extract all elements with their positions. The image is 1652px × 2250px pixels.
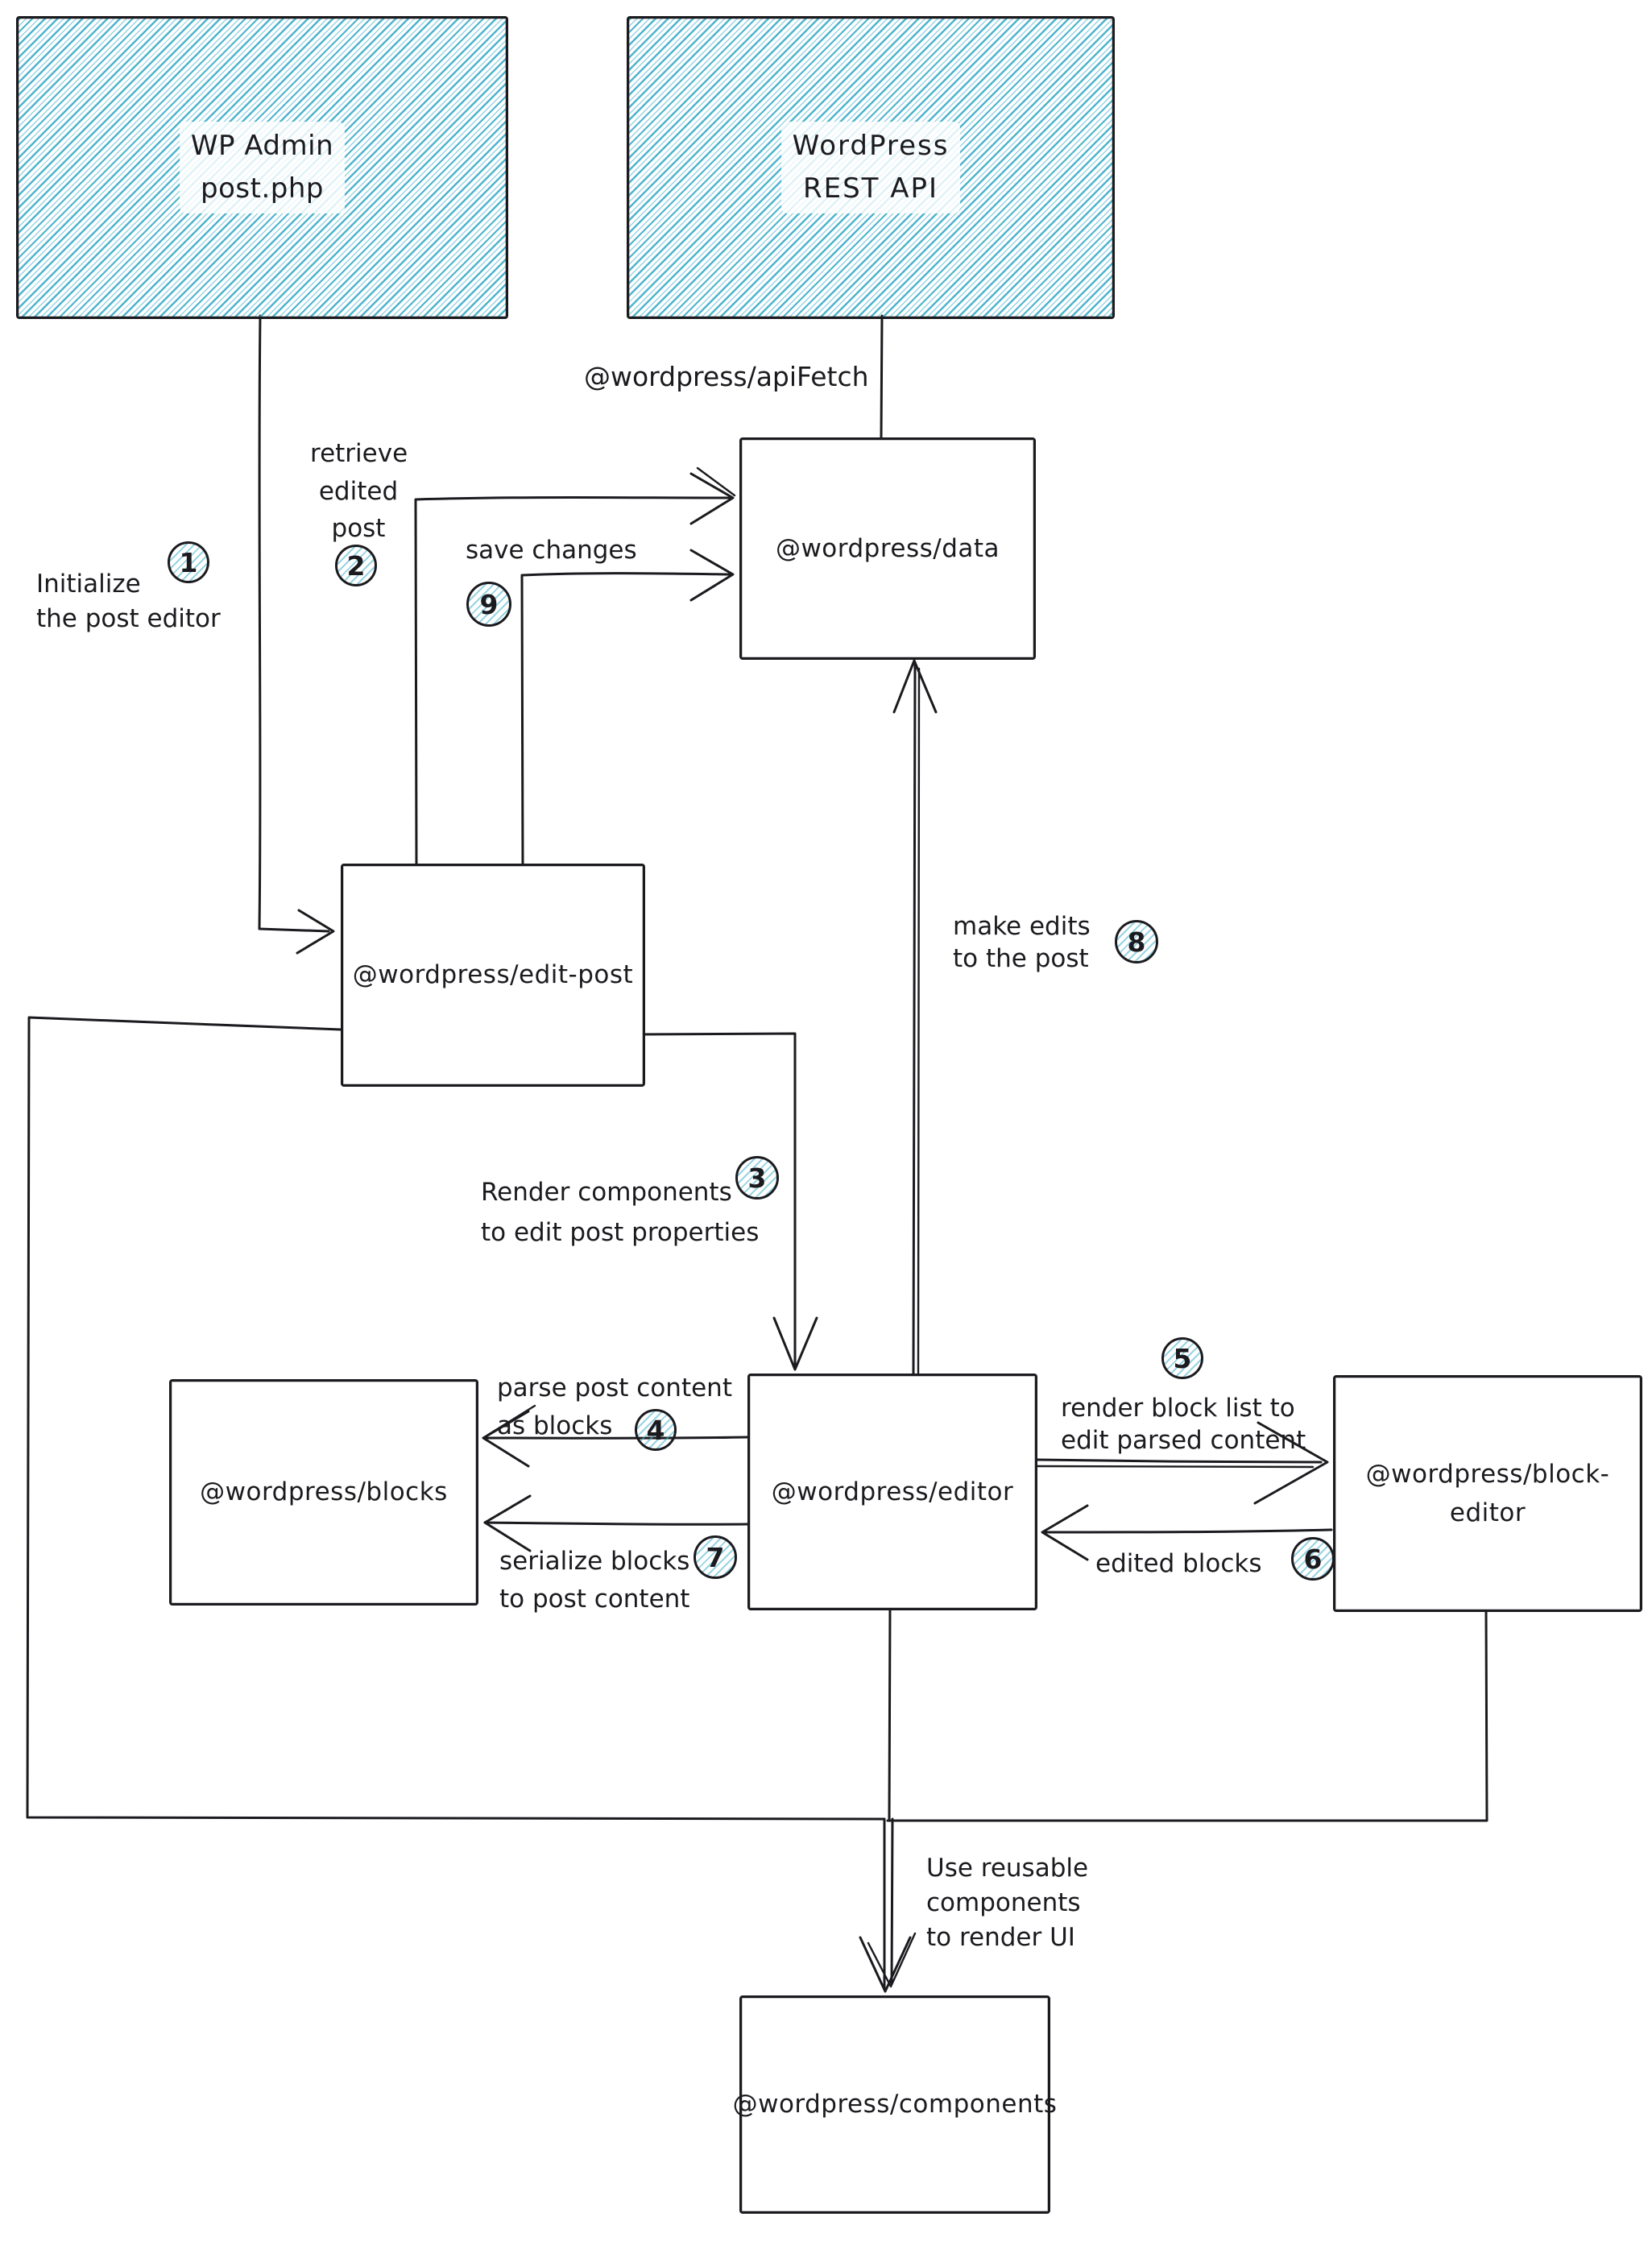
arrow-initialize-head xyxy=(297,910,333,953)
node-edit-post xyxy=(341,864,645,1087)
label-edited-blocks: edited blocks xyxy=(1095,1549,1262,1578)
line-blockeditor-components xyxy=(888,1607,1487,1821)
arrow-edited-blocks-head xyxy=(1042,1506,1087,1560)
badge-step-1: 1 xyxy=(168,541,209,583)
arrow-edited-blocks-flow xyxy=(1044,1530,1331,1532)
line-apifetch xyxy=(881,316,882,437)
node-rest-api-label: WordPress REST API xyxy=(781,122,961,213)
node-components xyxy=(732,1995,1058,2214)
badge-step-3: 3 xyxy=(735,1156,779,1200)
badge-step-8: 8 xyxy=(1115,920,1158,963)
node-block-editor xyxy=(1333,1375,1642,1612)
arrow-make-edits-flow xyxy=(913,662,915,1374)
arrow-make-edits-head xyxy=(894,661,936,712)
node-rest-api xyxy=(627,16,1115,319)
arrow-retrieve-head2 xyxy=(698,468,735,495)
label-use-reusable: Use reusable components to render UI xyxy=(926,1854,1089,1952)
node-block-editor-label: @wordpress/block-editor xyxy=(1365,1459,1610,1527)
node-wpadmin xyxy=(16,16,508,319)
badge-step-9: 9 xyxy=(466,582,511,627)
node-components-label: @wordpress/components xyxy=(732,2090,1058,2119)
label-apifetch: @wordpress/apiFetch xyxy=(584,361,869,392)
label-initialize: Initialize the post editor xyxy=(36,570,221,633)
arrow-save-head xyxy=(691,550,733,600)
arrow-initialize-flow xyxy=(259,316,329,931)
arrow-render-block-list-flow2 xyxy=(1037,1466,1313,1467)
badge-step-2: 2 xyxy=(335,545,377,586)
arrow-save-flow xyxy=(522,574,730,864)
arrow-serialize-flow xyxy=(485,1523,747,1524)
label-render-block-list: render block list to edit parsed content xyxy=(1061,1394,1306,1456)
badge-step-5: 5 xyxy=(1161,1337,1203,1379)
label-serialize: serialize blocks to post content xyxy=(499,1547,690,1614)
node-data-label: @wordpress/data xyxy=(775,533,1000,563)
arrow-render-components-head xyxy=(774,1318,817,1369)
badge-step-4: 4 xyxy=(635,1409,677,1451)
label-retrieve: retrieve edited post xyxy=(310,439,408,543)
badge-step-7: 7 xyxy=(694,1535,737,1579)
node-editor-label: @wordpress/editor xyxy=(771,1477,1014,1506)
node-editor xyxy=(747,1374,1037,1610)
node-wpadmin-label: WP Admin post.php xyxy=(180,122,345,213)
node-blocks xyxy=(169,1379,478,1606)
label-render-components: Render components to edit post properties xyxy=(481,1178,760,1247)
node-edit-post-label: @wordpress/edit-post xyxy=(352,960,634,990)
node-blocks-label: @wordpress/blocks xyxy=(200,1477,448,1507)
node-data xyxy=(739,437,1036,660)
line-editor-components xyxy=(889,1606,890,1819)
badge-step-6: 6 xyxy=(1291,1537,1335,1581)
label-parse: parse post content as blocks xyxy=(497,1374,732,1440)
label-save-changes: save changes xyxy=(466,536,637,565)
arrow-components-head xyxy=(860,1937,910,1991)
arrow-retrieve-head xyxy=(691,474,733,524)
arrow-render-block-list-flow xyxy=(1037,1460,1321,1462)
arrow-make-edits-flow2 xyxy=(918,669,919,1374)
label-make-edits: make edits to the post xyxy=(953,912,1091,974)
arrow-components-head2 xyxy=(868,1933,915,1987)
